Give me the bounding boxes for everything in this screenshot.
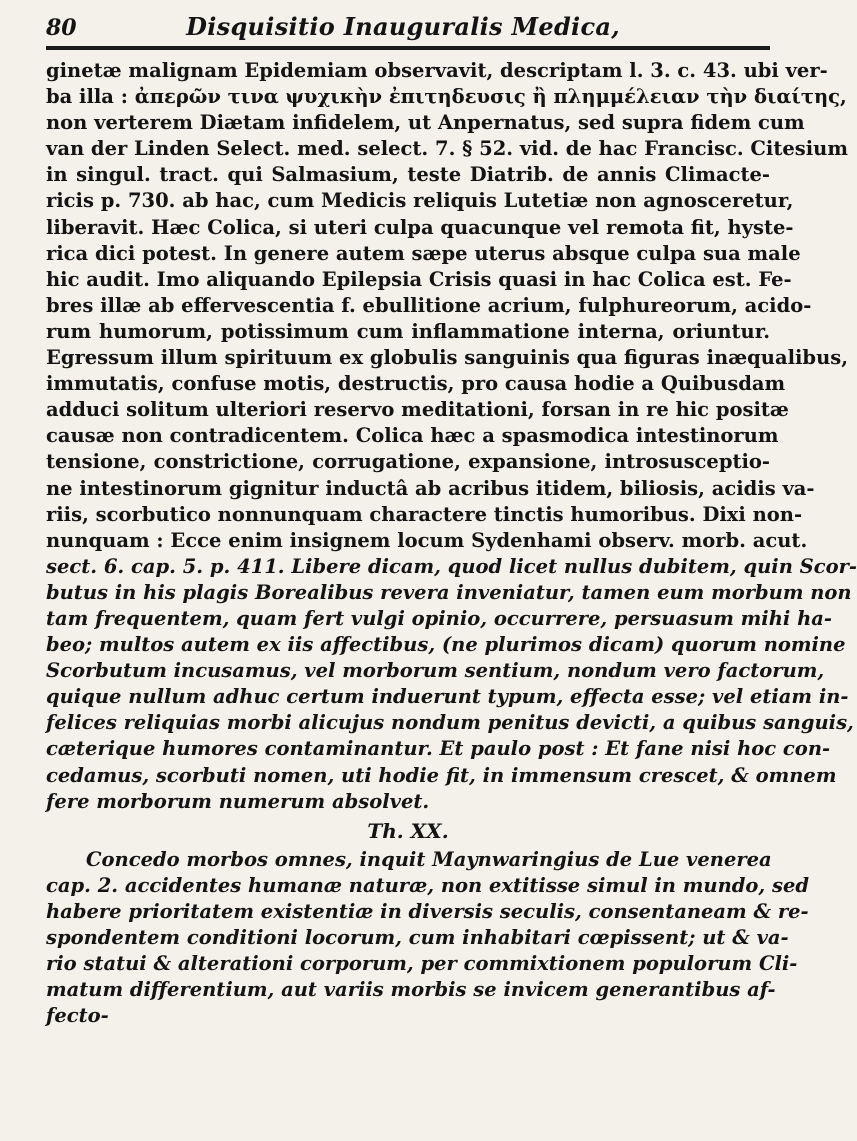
paragraph-thesis-xx [46,847,809,1030]
text-line: cap. 2. accidentes humanæ naturæ, non extitisse simul in mundo, sed [46,873,809,897]
text-line: in singul. tract. qui Salmasium, teste Diatrib. de annis Climacte- [46,163,770,187]
text-line: ne intestinorum gignitur inductâ ab acribus itidem, biliosis, acidis va- [46,476,815,500]
text-line: rica dici potest. In genere autem sæpe uterus absque culpa sua male [46,241,801,265]
text-line: quique nullum adhuc certum induerunt typum, effecta esse; vel etiam in- [46,685,849,709]
text-line: fere morborum numerum absolvet. [46,789,430,813]
running-title: Disquisitio Inauguralis Medica, [186,12,620,41]
text-line: Scorbutum incusamus, vel morborum sentium, nondum vero factorum, [46,659,825,683]
text-line: ricis p. 730. ab hac, cum Medicis reliquis Lutetiæ non agnosceretur, [46,189,794,213]
text-line: Egressum illum spirituum ex globulis sanguinis qua figuras inæqualibus, [46,346,849,370]
page-header [46,12,770,46]
body-text [46,58,857,1029]
text-line: liberavit. Hæc Colica, si uteri culpa quacunque vel remota fit, hyste- [46,215,794,239]
text-line: bres illæ ab effervescentia f. ebullitione acrium, fulphureorum, acido- [46,293,812,317]
text-line: sect. 6. cap. 5. p. 411. Libere dicam, quod licet nullus dubitem, quin Scor- [46,554,857,578]
text-line: matum differentium, aut variis morbis se invicem generantibus af- [46,978,776,1002]
text-line: rio statui & alterationi corporum, per commixtionem populorum Cli- [46,952,798,976]
text-line: ba illa : ἀπερῶν τινα ψυχικὴν ἐπιτηδευσις ἢ πλημμέλειαν τὴν διαίτης, [46,85,847,109]
text-line: adduci solitum ulteriori reservo meditationi, forsan in re hic positæ [46,398,789,422]
text-line: felices reliquias morbi alicujus nondum penitus devicti, a quibus sanguis, [46,711,854,735]
paragraph-thesis-xix-continued [46,58,857,815]
text-line: cæterique humores contaminantur. Et paulo post : Et fane nisi hoc con- [46,737,831,761]
text-line: causæ non contradicentem. Colica hæc a spasmodica intestinorum [46,424,779,448]
text-line: cedamus, scorbuti nomen, uti hodie fit, in immensum crescet, & omnem [46,763,837,787]
text-line: nunquam : Ecce enim insignem locum Sydenhami observ. morb. acut. [46,528,808,552]
text-line: hic audit. Imo aliquando Epilepsia Crisis quasi in hac Colica est. Fe- [46,267,792,291]
header-rule [46,46,770,50]
section-heading: Th. XX. [367,818,449,843]
text-line: beo; multos autem ex iis affectibus, (ne plurimos dicam) quorum nomine [46,633,846,657]
text-line: tensione, constrictione, corrugatione, expansione, introsusceptio- [46,450,770,474]
text-line: butus in his plagis Borealibus revera inveniatur, tamen eum morbum non [46,580,852,604]
text-line: rum humorum, potissimum cum inflammatione interna, oriuntur. [46,319,770,343]
text-line: habere prioritatem existentiæ in diversis seculis, consentaneam & re- [46,899,809,923]
text-line: spondentem conditioni locorum, cum inhabitari cœpissent; ut & va- [46,926,789,949]
text-line: Concedo morbos omnes, inquit Maynwaringius de Lue venerea [86,847,772,871]
text-line: tam frequentem, quam fert vulgi opinio, occurrere, persuasum mihi ha- [46,606,832,630]
text-line: van der Linden Select. med. select. 7. § 52. vid. de hac Francisc. Citesium [46,137,848,161]
text-line: immutatis, confuse motis, destructis, pro causa hodie a Quibusdam [46,372,786,396]
text-line: fecto- [46,1004,109,1028]
text-line: non verterem Diætam infidelem, ut Anpernatus, sed supra fidem cum [46,111,805,135]
text-line: ginetæ malignam Epidemiam observavit, descriptam l. 3. c. 43. ubi ver- [46,59,828,82]
page-number: 80 [46,15,77,41]
text-line: riis, scorbutico nonnunquam charactere tinctis humoribus. Dixi non- [46,502,803,526]
